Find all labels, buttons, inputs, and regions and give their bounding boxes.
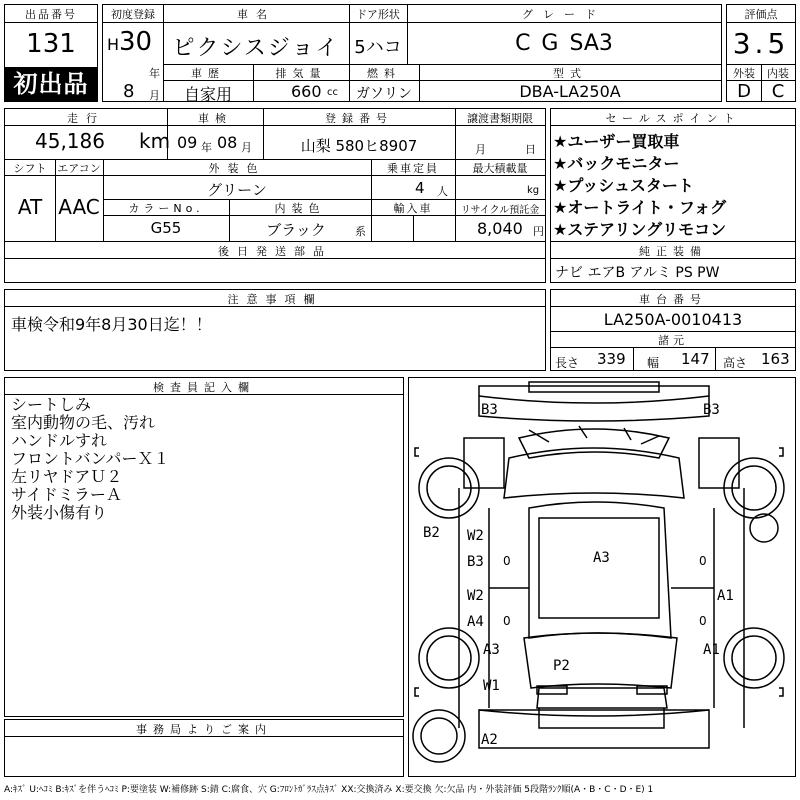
- int-color-label: 内装色: [274, 202, 326, 215]
- dims-label: 諸元: [658, 334, 688, 347]
- regno-label: 登録番号: [325, 112, 393, 125]
- later-parts-box: [4, 241, 546, 283]
- chassis-value: LA250A-0010413: [603, 310, 743, 329]
- transfer-day: 日: [525, 143, 536, 156]
- displacement-value: 660: [291, 82, 322, 101]
- first-reg-year: 30: [119, 27, 153, 57]
- inspector-line-3: ハンドルすれ: [11, 431, 108, 450]
- shift-value: AT: [17, 195, 43, 219]
- color-no-value: G55: [150, 219, 182, 237]
- height-label: 高さ: [723, 356, 748, 370]
- damage-front-left: B3: [481, 402, 498, 418]
- first-reg-era: H: [107, 35, 120, 54]
- capacity-value: 4: [415, 179, 425, 197]
- inspector-label: 検査員記入欄: [153, 381, 255, 394]
- ext-color-value: グリーン: [207, 181, 267, 199]
- int-color-suffix: 系: [355, 225, 366, 238]
- inspector-line-4: フロントバンパーＸ１: [11, 449, 170, 468]
- displacement-label: 排気量: [275, 67, 327, 80]
- damage-left-rear-bottom: W1: [483, 678, 500, 694]
- inspector-box: [4, 377, 404, 717]
- damage-rear-bumper: A2: [481, 732, 498, 748]
- sales-points-label: セールスポイント: [605, 112, 741, 125]
- color-no-label: カラーNo.: [128, 202, 204, 215]
- equipment-label: 純正装備: [639, 245, 707, 258]
- first-reg-year-unit: 年: [149, 67, 160, 80]
- inspection-year: 09: [177, 133, 198, 152]
- score-box: [726, 4, 796, 102]
- regno-value: 山梨 580ヒ8907: [300, 137, 418, 155]
- equipment-box: [550, 241, 796, 283]
- ext-score-label: 外装: [733, 67, 755, 80]
- width-value: 147: [681, 350, 710, 368]
- name-label: 車名: [237, 8, 275, 21]
- notes-value: 車検令和9年8月30日迄！！: [11, 315, 212, 334]
- door-label: ドア形状: [356, 8, 400, 21]
- inspection-label: 車検: [198, 112, 232, 125]
- mileage-unit: km: [139, 129, 171, 153]
- model-value: DBA-LA250A: [519, 82, 621, 101]
- recycle-unit: 円: [533, 225, 544, 238]
- damage-right-rear-quarter: A1: [703, 642, 720, 658]
- damage-zero-4: 0: [699, 614, 707, 628]
- length-value: 339: [597, 350, 626, 368]
- office-box: [4, 719, 404, 777]
- chassis-label: 車台番号: [639, 293, 707, 306]
- inspector-line-6: サイドミラーＡ: [11, 485, 122, 504]
- transfer-month: 月: [475, 143, 486, 156]
- grade-value: C G SA3: [515, 31, 613, 56]
- history-value: 自家用: [183, 85, 232, 104]
- ext-score: D: [737, 81, 751, 102]
- score-value: 3.5: [732, 27, 790, 60]
- fuel-label: 燃料: [367, 67, 401, 80]
- first-listing-badge: [5, 67, 97, 101]
- lot-number: 131: [26, 29, 76, 59]
- model-label: 型式: [553, 67, 587, 80]
- inspection-month: 08: [217, 133, 238, 152]
- aircon-value: AAC: [58, 195, 100, 219]
- mileage-value: 45,186: [35, 129, 105, 153]
- damage-zero-2: 0: [503, 614, 511, 628]
- damage-zero-1: 0: [503, 554, 511, 568]
- width-label: 幅: [647, 356, 660, 370]
- recycle-value: 8,040: [477, 219, 523, 238]
- office-label: 事務局よりご案内: [136, 723, 272, 736]
- max-load-unit: kg: [527, 185, 540, 196]
- inspector-line-5: 左リヤドアＵ２: [11, 467, 123, 486]
- damage-left-fender: B2: [423, 525, 440, 541]
- damage-diagram: [408, 377, 796, 777]
- damage-front-right: B3: [703, 402, 720, 418]
- damage-right-rear-door: A1: [717, 588, 734, 604]
- sales-point-5: ★ステアリングリモコン: [553, 220, 727, 239]
- inspection-month-unit: 月: [241, 141, 252, 154]
- transfer-label: 譲渡書類期限: [467, 112, 533, 125]
- fuel-value: ガソリン: [356, 86, 412, 102]
- damage-left-front-door-top: W2: [467, 528, 484, 544]
- later-parts-label: 後日発送部品: [218, 245, 332, 258]
- equipment-value: ナビ エアB アルミ PS PW: [555, 265, 720, 281]
- damage-roof: A3: [593, 550, 610, 566]
- door-type: 5ハコ: [354, 37, 402, 58]
- first-reg-month: 8: [123, 81, 135, 102]
- recycle-label: リサイクル預託金: [460, 205, 540, 216]
- aircon-label: エアコン: [57, 162, 101, 175]
- damage-left-rear-door-top: W2: [467, 588, 484, 604]
- lot-label: 出品番号: [25, 8, 77, 21]
- first-listing-label: 初出品: [13, 70, 89, 98]
- spec-grid: [4, 108, 546, 242]
- inspection-year-unit: 年: [201, 141, 212, 154]
- inspector-line-2: 室内動物の毛、汚れ: [11, 413, 156, 432]
- score-label: 評価点: [744, 8, 778, 21]
- damage-left-front-door-bottom: B3: [467, 554, 484, 570]
- chassis-box: [550, 289, 796, 371]
- car-outline-diagram: [409, 378, 795, 776]
- capacity-unit: 人: [437, 185, 448, 198]
- vehicle-info-box: [102, 4, 722, 102]
- shift-label: シフト: [13, 162, 47, 175]
- legend: A:ｷｽﾞ U:ﾍｺﾐ B:ｷｽﾞを伴うﾍｺﾐ P:要塗装 W:補修跡 S:錆 C:腐食、穴 G:ﾌﾛﾝﾄｶﾞﾗｽ点ｷｽﾞ XX:交換済み X:要交換 欠:欠品 内・外装評価 5段階ﾗﾝｸ順(A・B・C・D・E) 1: [4, 785, 654, 795]
- damage-tailgate: P2: [553, 658, 570, 674]
- mileage-label: 走行: [67, 112, 105, 125]
- sales-point-3: ★プッシュスタート: [553, 176, 694, 195]
- capacity-label: 乗車定員: [387, 162, 439, 175]
- lot-box: [4, 4, 98, 102]
- max-load-label: 最大積載量: [472, 162, 528, 175]
- notes-box: [4, 289, 546, 371]
- sales-points-box: [550, 108, 796, 242]
- damage-zero-3: 0: [699, 554, 707, 568]
- sales-point-4: ★オートライト・フォグ: [553, 198, 727, 217]
- displacement-unit: cc: [327, 87, 338, 98]
- import-label: 輸入車: [393, 202, 433, 215]
- length-label: 長さ: [555, 356, 580, 370]
- history-label: 車歴: [191, 67, 225, 80]
- first-reg-month-unit: 月: [149, 89, 160, 102]
- first-reg-label: 初度登録: [111, 8, 155, 21]
- int-score-label: 内装: [767, 67, 789, 80]
- sales-point-1: ★ユーザー買取車: [553, 132, 680, 151]
- int-color-value: ブラック: [266, 221, 326, 239]
- grade-label: グレード: [522, 8, 606, 21]
- inspector-line-1: シートしみ: [11, 395, 92, 414]
- ext-color-label: 外装色: [208, 162, 266, 175]
- inspector-line-7: 外装小傷有り: [11, 503, 108, 522]
- damage-left-rear-quarter: A3: [483, 642, 500, 658]
- sales-point-2: ★バックモニター: [553, 154, 680, 173]
- height-value: 163: [761, 350, 790, 368]
- notes-label: 注意事項欄: [227, 293, 323, 306]
- car-name: ピクシスジョイ: [172, 36, 340, 61]
- int-score: C: [771, 81, 785, 102]
- damage-left-rear-door-bottom: A4: [467, 614, 484, 630]
